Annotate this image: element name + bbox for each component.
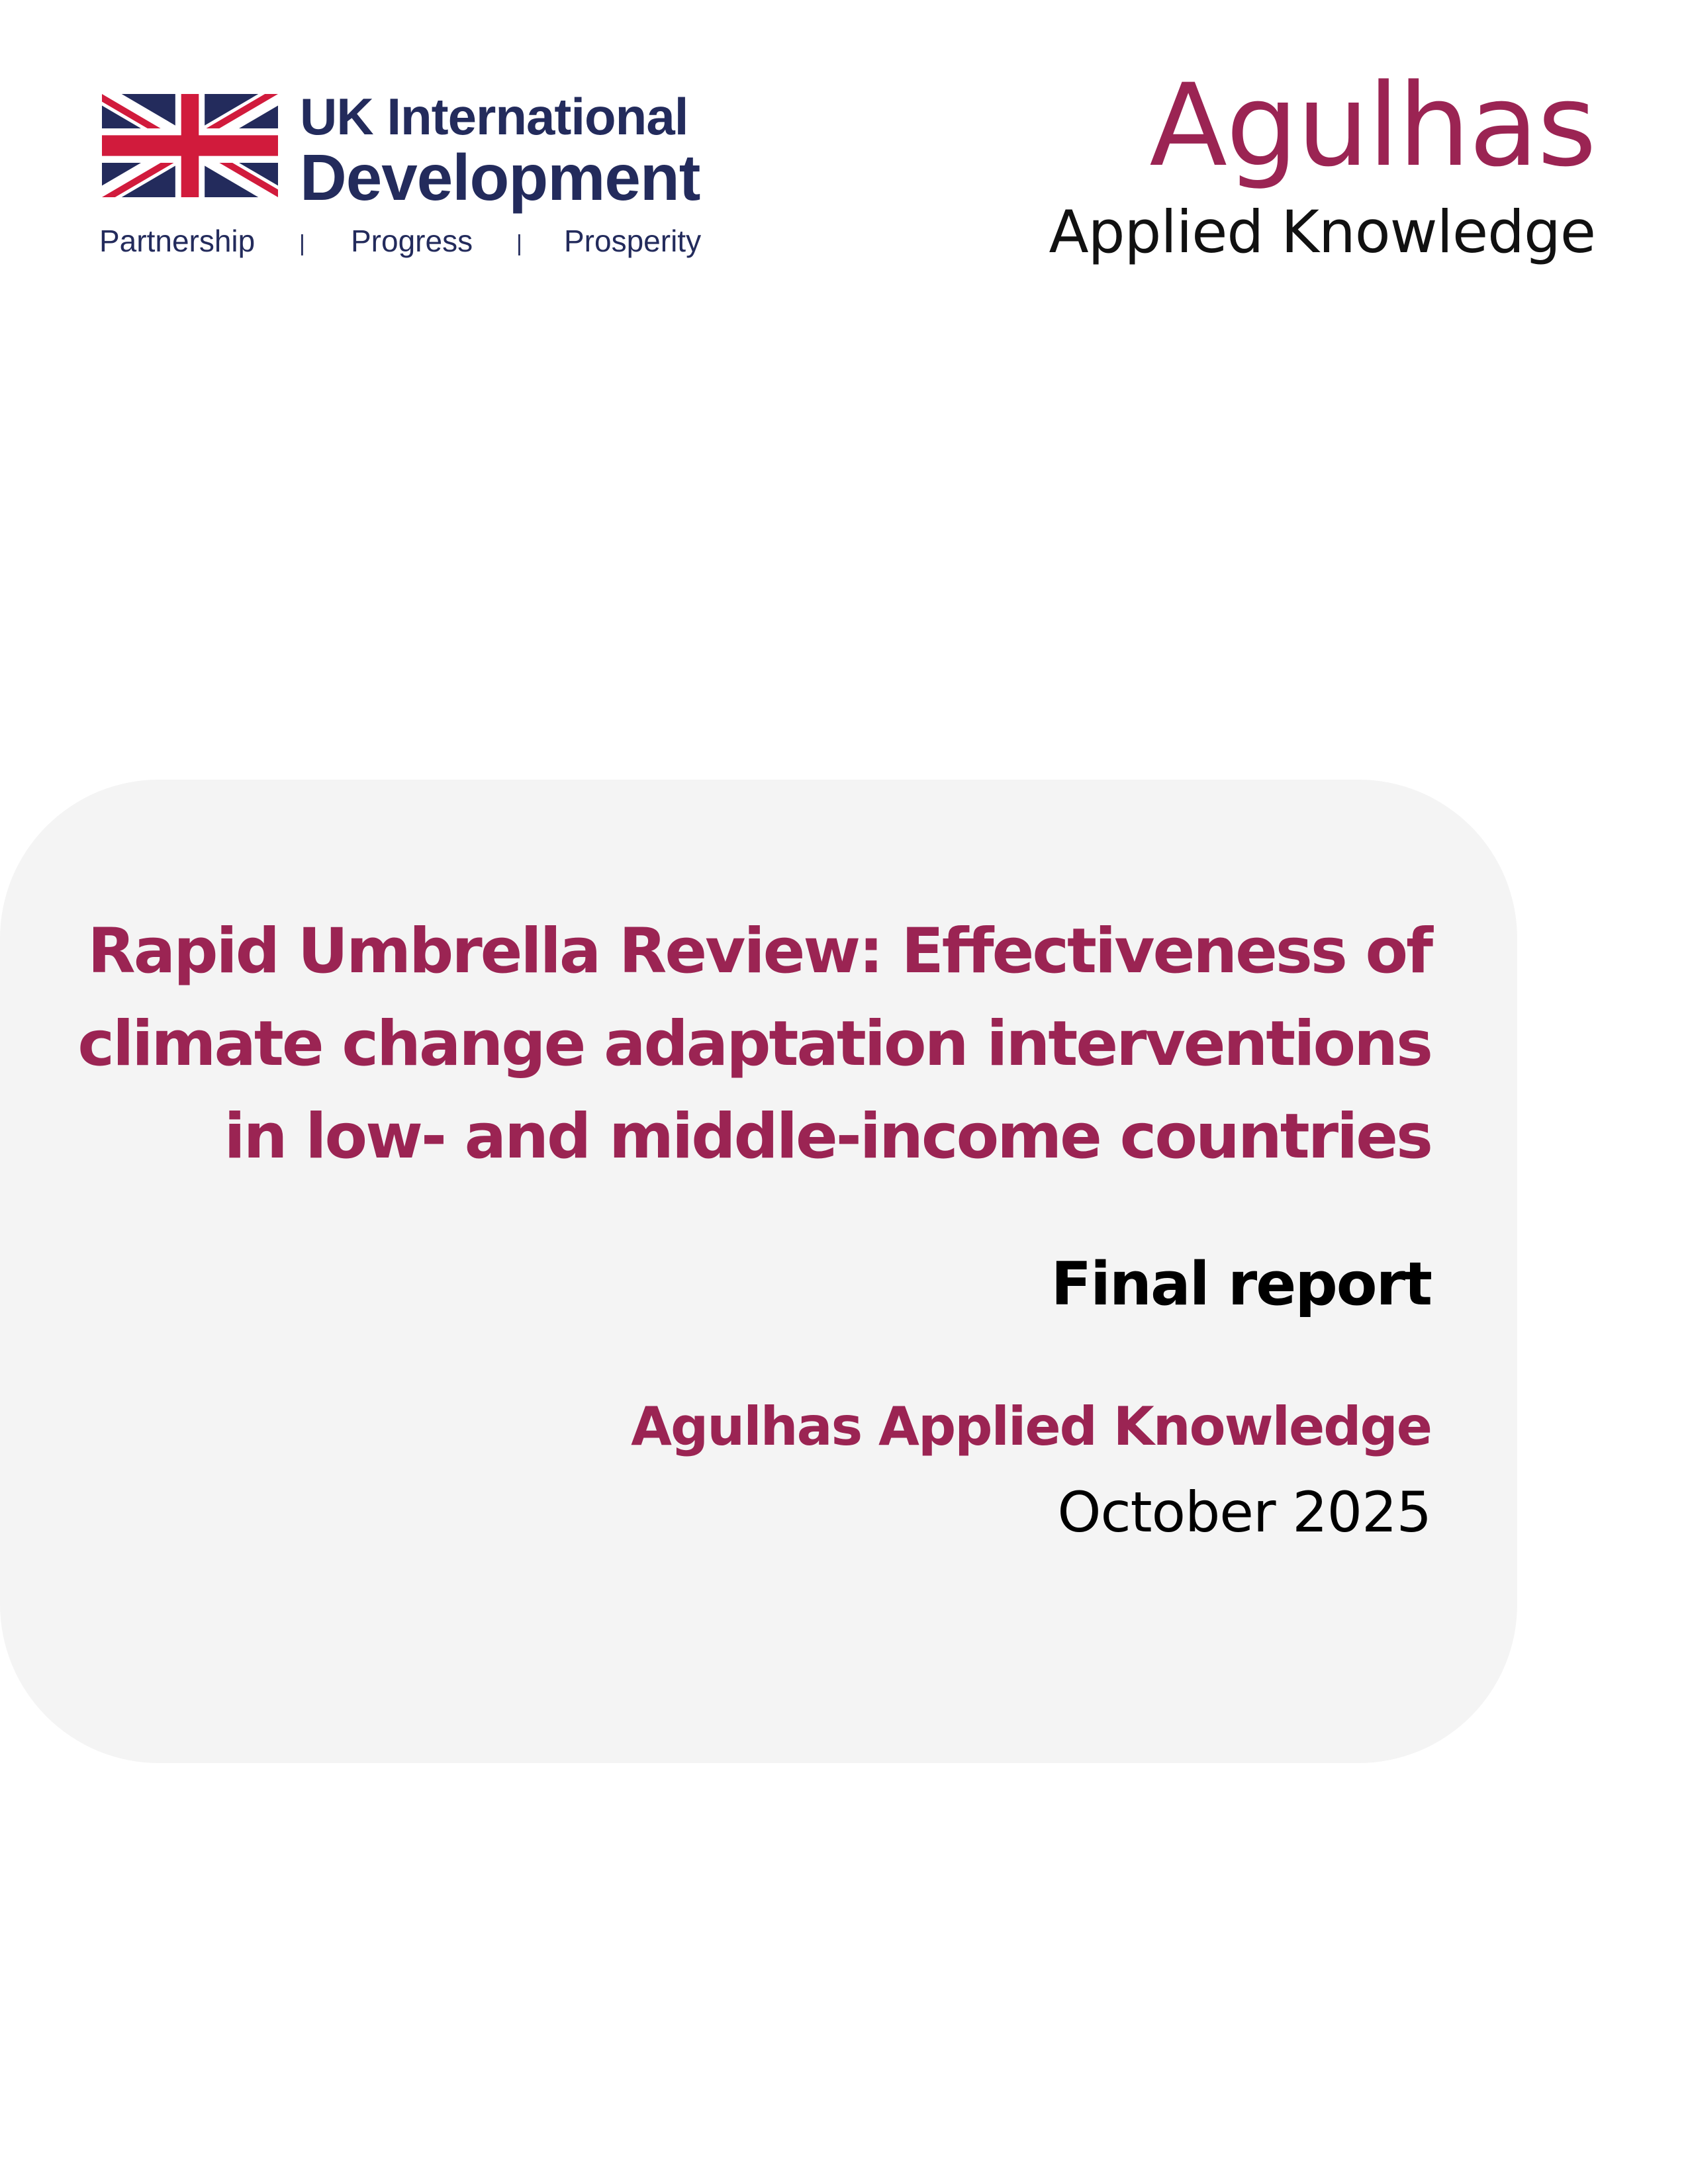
union-jack-flag-icon <box>102 94 278 197</box>
agulhas-wordmark: Agulhas <box>1149 59 1595 192</box>
agulhas-subtitle: Applied Knowledge <box>1049 198 1595 266</box>
report-title-line: climate change adaptation interventions <box>77 1008 1431 1080</box>
report-title-line: Rapid Umbrella Review: Effectiveness of <box>87 915 1431 987</box>
agulhas-logo <box>1049 60 1595 269</box>
report-title <box>74 905 1431 1183</box>
tagline-progress: Progress <box>351 224 473 258</box>
uk-international-development-logo <box>99 87 715 263</box>
report-title-line: in low- and middle-income countries <box>224 1101 1431 1173</box>
cover-title-panel <box>0 780 1517 1763</box>
cover-title-content <box>74 905 1431 1549</box>
tagline-partnership: Partnership <box>99 224 256 258</box>
tagline-separator: | <box>299 231 305 256</box>
report-subtitle: Final report <box>1051 1250 1431 1319</box>
ukid-logo-name <box>300 87 700 214</box>
report-date: October 2025 <box>1057 1480 1431 1545</box>
tagline-prosperity: Prosperity <box>564 224 702 258</box>
ukid-logo-tagline <box>99 221 715 261</box>
ukid-logo-name-line1: UK International <box>300 87 688 146</box>
report-author: Agulhas Applied Knowledge <box>631 1396 1431 1457</box>
ukid-logo-name-line2: Development <box>300 141 700 214</box>
tagline-separator: | <box>516 231 522 256</box>
